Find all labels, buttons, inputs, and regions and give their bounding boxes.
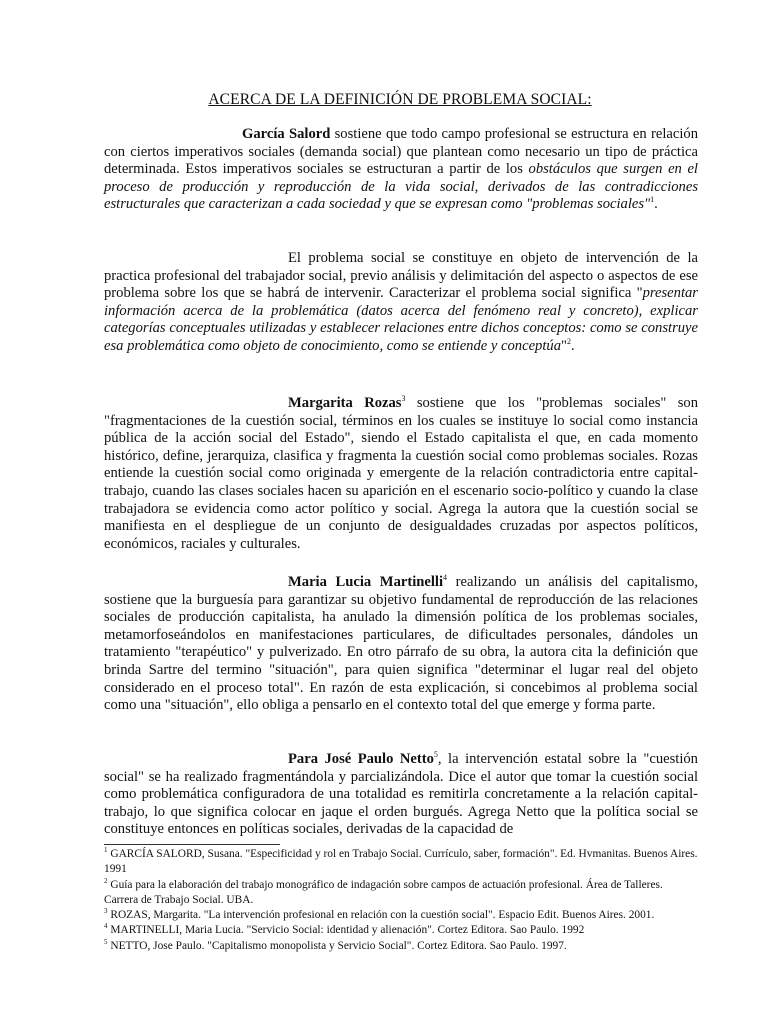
- paragraph-garcia-salord: [104, 126, 698, 214]
- footnotes: [104, 847, 698, 954]
- author-name: Margarita Rozas: [288, 395, 402, 411]
- footnote-1: $^1$ GARCÍA SALORD, Susana. "Especificidad y rol en Trabajo Social. Currículo, saber, formación". Ed. Hvmanitas. Buenos Aires. 1991: [104, 846, 698, 876]
- footnote-ref[interactable]: 4: [443, 573, 448, 583]
- paragraph-text: sostiene que todo campo profesional se estructura en relación con ciertos imperativos sociales (demanda social) que plantean como necesario un tipo de práctica determinada. Estos imperativos sociales se estructuran a partir de los: [104, 126, 698, 178]
- footnote-3: $^3$ ROZAS, Margarita. "La intervención profesional en relación con la cuestión social". Espacio Edit. Buenos Aires. 2001.: [104, 907, 655, 922]
- author-name: Maria Lucia Martinelli: [288, 574, 444, 590]
- author-name: García Salord: [242, 126, 331, 142]
- footnote-4: $^4$ MARTINELLI, Maria Lucia. "Servicio Social: identidad y alienación". Cortez Editora. Sao Paulo. 1992: [104, 922, 585, 937]
- page-title: ACERCA DE LA DEFINICIÓN DE PROBLEMA SOCIAL:: [208, 91, 592, 108]
- paragraph-text: .: [654, 196, 658, 213]
- paragraph-text: sostiene que los "problemas sociales" son "fragmentaciones de la cuestión social, términos en los cuales se instituye lo social como instancia pública de la acción social del Estado", siendo el Estado capitalista el que, en cada momento histórico, define, jerarquiza, clasifica y fragmenta la cuestión social como problemas sociales. Rozas entiende la cuestión social como originada y emergente de la relación contradictoria entre capital-trabajo, cuando las clases sociales hacen su aparición en el escenario socio-político y cuando la clase trabajadora se evidencia como actor político y social. Agrega la autora que la cuestión social se manifiesta en el despliegue de un conjunto de desigualdades cruzadas por aspectos políticos, económicos, raciales y culturales.: [104, 395, 698, 552]
- footnote-2: $^2$ Guía para la elaboración del trabajo monográfico de indagación sobre campos de actuación profesional. Área de Talleres. Carrera de Trabajo Social. UBA.: [104, 876, 663, 906]
- paragraph-text: El problema social se constituye en objeto de intervención de la practica profesional del trabajador social, previo análisis y delimitación del aspecto o aspectos de ese problema sobre los que se habrá de intervenir. Caracterizar el problema social significa ": [104, 250, 698, 302]
- paragraph-text: realizando un análisis del capitalismo, sostiene que la burguesía para garantizar su objetivo fundamental de reproducción de las relaciones sociales de producción capitalista, ha anulado la dimensión política de los problemas sociales, metamorfoseándolos en manifestaciones particulares, de dificultades personales, dándoles un tratamiento "terapéutico" y pulverizado. En otro párrafo de su obra, la autora cita la definición que brinda Sartre del termino "situación", para quien significa "determinar el lugar real del objeto considerado en el proceso total". En razón de esta explicación, si concebimos al problema social como una "situación", ello obliga a pensarlo en el contexto total del que emerge y forma parte.: [104, 574, 698, 714]
- footnote-ref[interactable]: 3: [401, 394, 406, 404]
- paragraph-text: , la intervención estatal sobre la "cuestión social" se ha realizado fragmentándola y parcializándola. Dice el autor que tomar la cuestión social como problemática configuradora de una totalidad es remitirla concretamente a la relación capital-trabajo, lo que significa colocar en jaque el orden burgués. Agrega Netto que la política social se constituye entonces en políticas sociales, derivadas de la capacidad de: [104, 751, 698, 838]
- paragraph-problema-social: [104, 250, 698, 356]
- paragraph-netto: [104, 751, 698, 839]
- quoted-text: obstáculos que surgen en el proceso de producción y reproducción de la vida social, derivados de las contradicciones estructurales que caracterizan a cada sociedad y que se expresan como "problemas sociales": [104, 161, 698, 213]
- footnote-ref[interactable]: 5: [433, 750, 438, 760]
- paragraph-martinelli: [104, 574, 698, 715]
- paragraph-text: ": [561, 337, 567, 354]
- quoted-text: presentar información acerca de la problemática (datos acerca del fenómeno real y concreto), explicar categorías conceptuales utilizadas y establecer relaciones entre dichos conceptos: como se construye esa problemática como objeto de conocimiento, como se entiende y conceptúa: [104, 285, 698, 354]
- footnote-ref[interactable]: 2: [566, 337, 571, 347]
- author-name: Para José Paulo Netto: [288, 751, 434, 767]
- paragraph-margarita-rozas: [104, 395, 698, 553]
- footnote-divider: [104, 844, 280, 845]
- footnote-ref[interactable]: 1: [650, 195, 655, 205]
- footnote-5: $^5$ NETTO, Jose Paulo. "Capitalismo monopolista y Servicio Social". Cortez Editora. Sao Paulo. 1997.: [104, 937, 567, 952]
- paragraph-text: .: [570, 337, 575, 354]
